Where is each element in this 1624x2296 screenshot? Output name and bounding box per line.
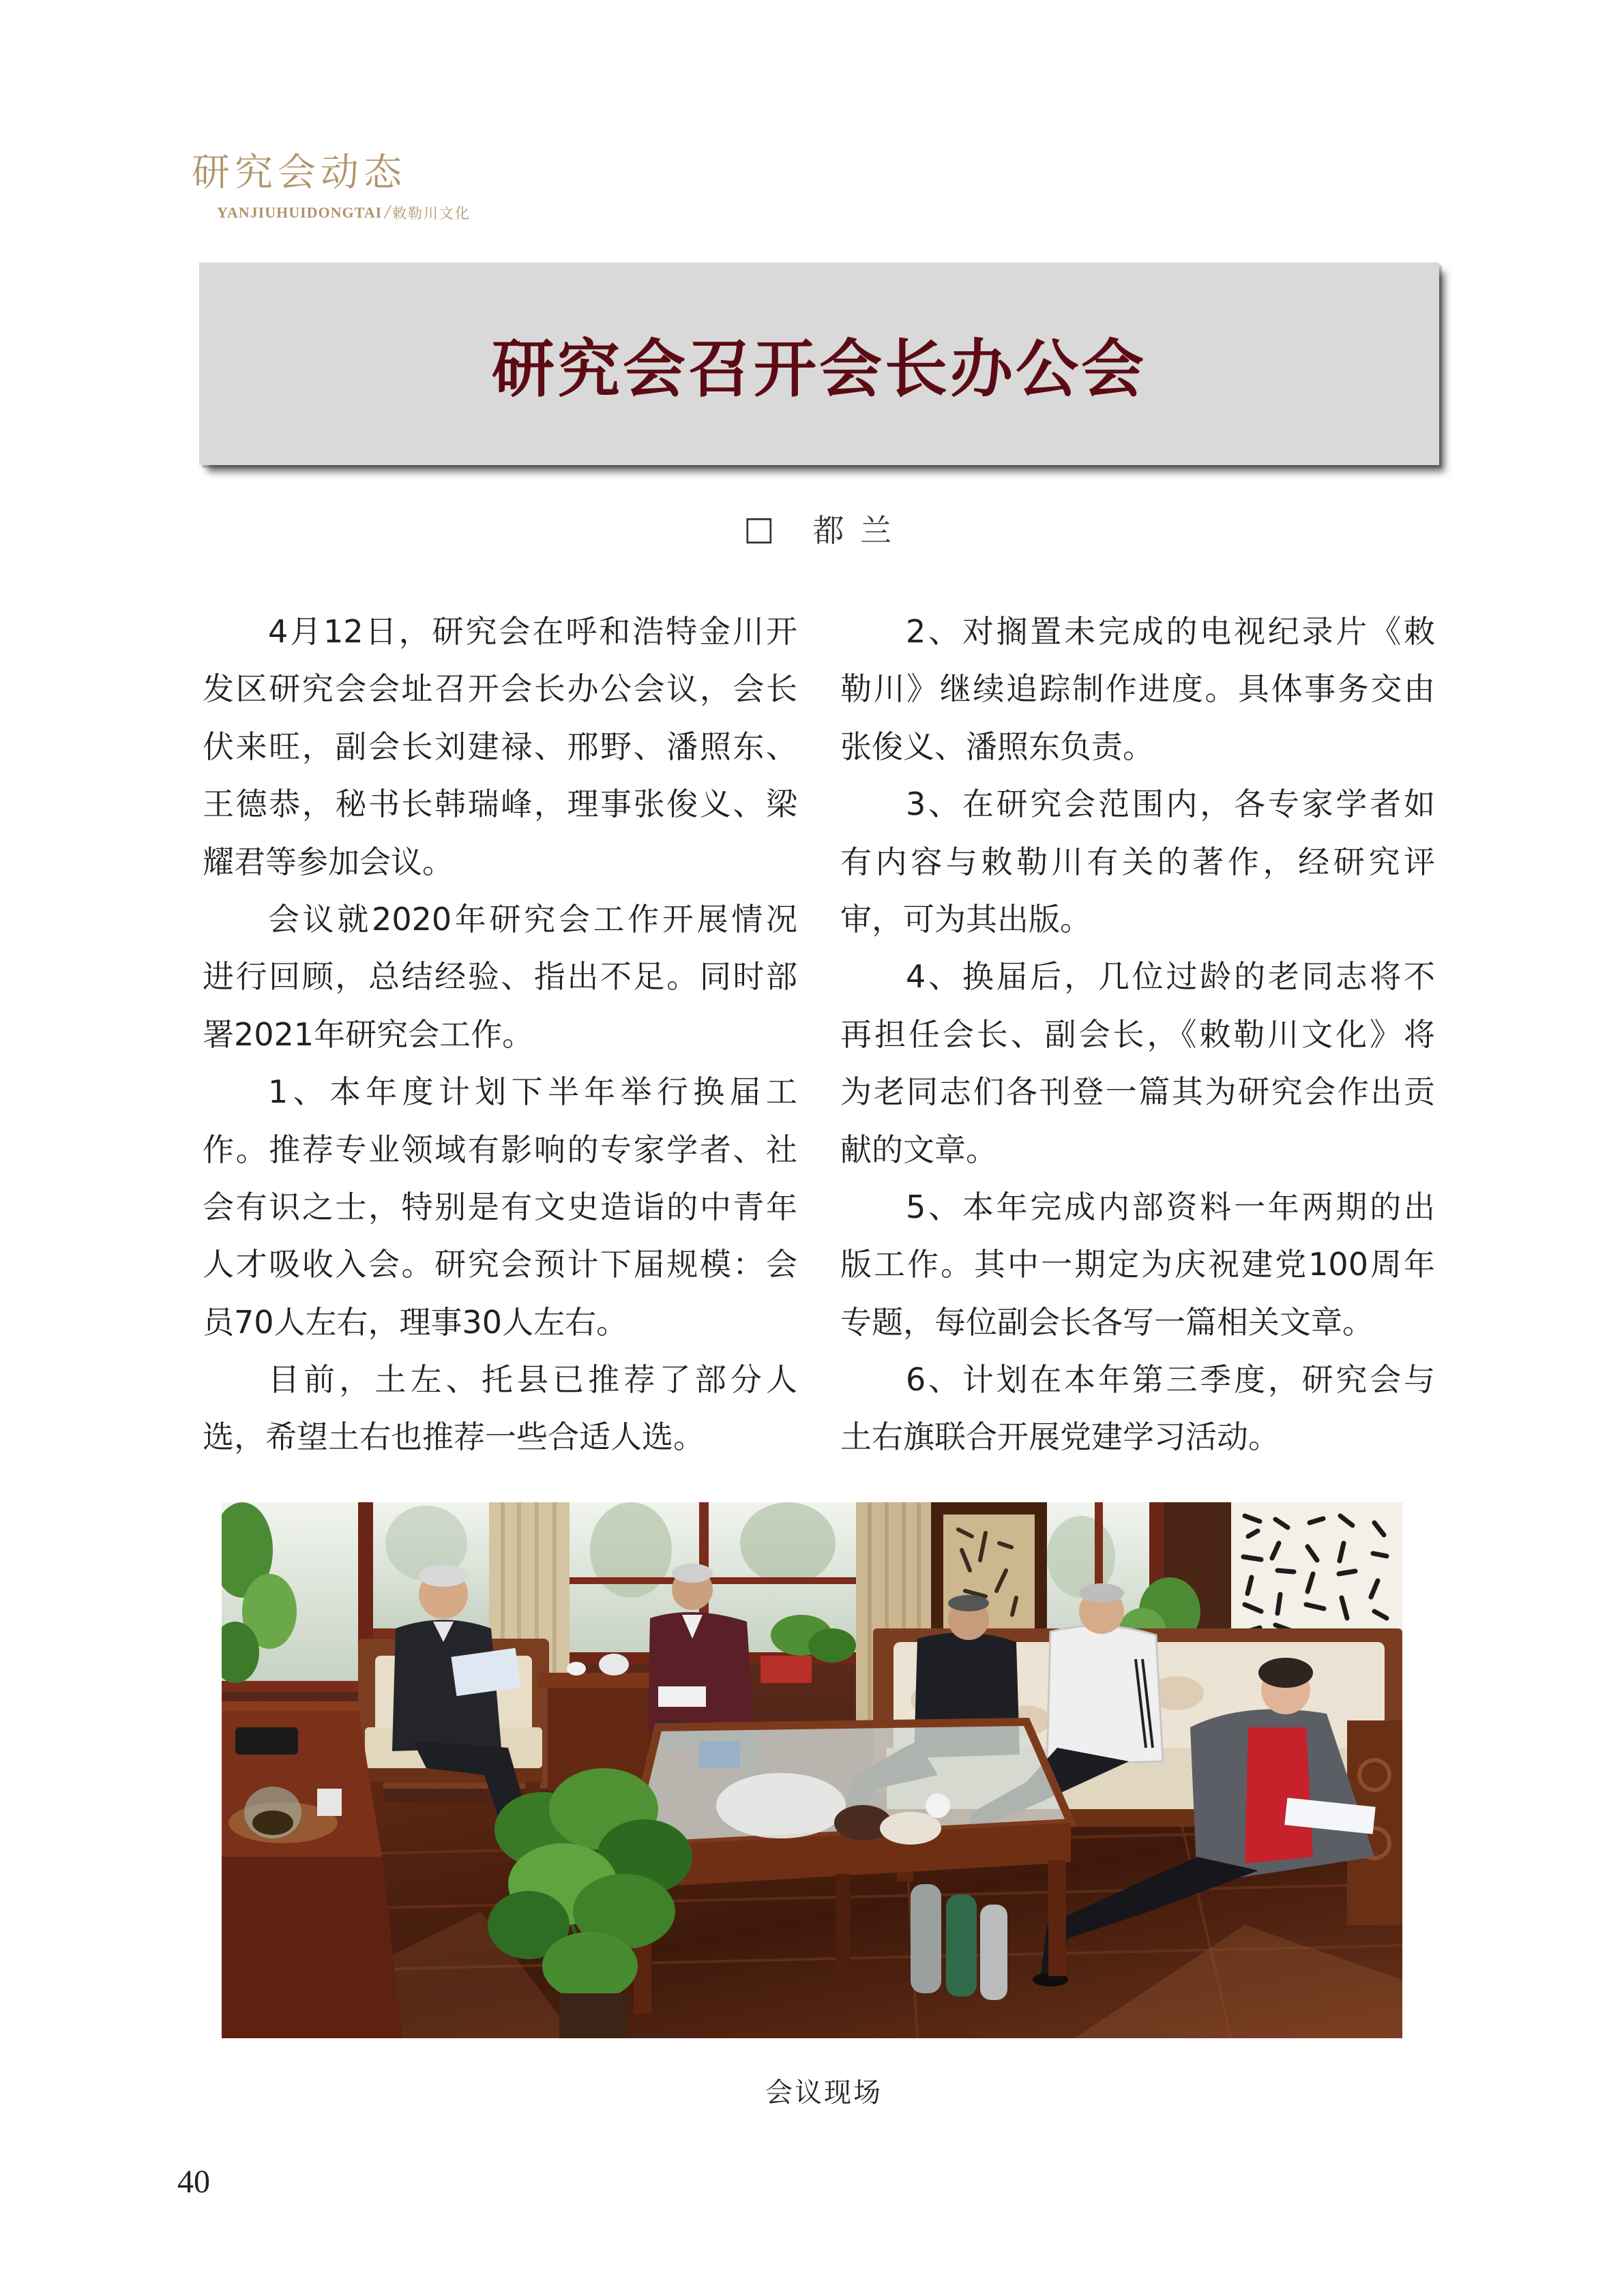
paragraph: [203, 1351, 797, 1466]
paragraph: [840, 1351, 1435, 1466]
text-column-left: [203, 603, 797, 1466]
text-line: 耀君等参加会议。: [203, 843, 454, 880]
text-line: 会有识之士，特别是有文史造诣的中青年: [203, 1188, 797, 1225]
text-line: 为老同志们各刊登一篇其为研究会作出贡: [840, 1073, 1435, 1111]
paragraph: [840, 603, 1435, 775]
text-line: 伏来旺，副会长刘建禄、邢野、潘照东、: [203, 728, 797, 765]
paragraph: [203, 603, 797, 891]
text-line: 4、换届后，几位过龄的老同志将不: [906, 958, 1435, 996]
text-line: 作。推荐专业领域有影响的专家学者、社: [203, 1131, 797, 1168]
text-line: 5、本年完成内部资料一年两期的出: [906, 1188, 1435, 1225]
text-line: 专题，每位副会长各写一篇相关文章。: [840, 1303, 1374, 1341]
magazine-name: 敕勒川文化: [392, 205, 471, 222]
text-line: 选，希望土右也推荐一些合适人选。: [203, 1418, 705, 1456]
text-line: 2、对搁置未完成的电视纪录片《敕: [906, 613, 1435, 650]
page-number: 40: [177, 2164, 210, 2200]
section-separator: /: [385, 202, 390, 223]
text-line: 有内容与敕勒川有关的著作，经研究评: [840, 843, 1435, 880]
article-title: 研究会召开会长办公会: [491, 332, 1147, 406]
paragraph: [840, 1178, 1435, 1351]
section-pinyin: YANJIUHUIDONGTAI: [217, 204, 383, 221]
text-line: 3、在研究会范围内，各专家学者如: [906, 786, 1435, 823]
text-line: 勒川》继续追踪制作进度。具体事务交由: [840, 670, 1435, 708]
text-line: 1、本年度计划下半年举行换届工: [268, 1073, 797, 1111]
text-line: 人才吸收入会。研究会预计下届规模：会: [203, 1246, 797, 1283]
text-line: 王德恭，秘书长韩瑞峰，理事张俊义、梁: [203, 786, 797, 823]
photo-caption: 会议现场: [765, 2077, 883, 2108]
text-line: 发区研究会会址召开会长办公会议，会长: [203, 670, 797, 708]
text-column-right: [840, 603, 1435, 1466]
text-line: 6、计划在本年第三季度，研究会与: [906, 1361, 1435, 1399]
title-banner: [199, 263, 1439, 465]
paragraph: [840, 775, 1435, 948]
author-marker: □: [743, 509, 775, 548]
section-subtitle: [217, 203, 471, 222]
text-line: 献的文章。: [840, 1131, 997, 1168]
paragraph: [840, 948, 1435, 1178]
author-name: 都 兰: [812, 512, 895, 549]
text-line: 张俊义、潘照东负责。: [840, 728, 1154, 765]
text-line: 进行回顾，总结经验、指出不足。同时部: [203, 958, 797, 996]
section-title: 研究会动态: [192, 151, 407, 195]
text-line: 土右旗联合开展党建学习活动。: [840, 1418, 1280, 1456]
text-line: 再担任会长、副会长，《敕勒川文化》将: [840, 1015, 1435, 1053]
text-line: 审，可为其出版。: [840, 900, 1091, 938]
meeting-photo: [222, 1502, 1402, 2038]
text-line: 4月12日，研究会在呼和浩特金川开: [268, 613, 797, 650]
author-line: [0, 508, 1624, 549]
paragraph: [203, 891, 797, 1063]
text-line: 会议就2020年研究会工作开展情况: [268, 900, 797, 938]
paragraph: [203, 1063, 797, 1351]
text-line: 目前，土左、托县已推荐了部分人: [268, 1361, 797, 1399]
text-line: 员70人左右，理事30人左右。: [203, 1303, 628, 1341]
text-line: 版工作。其中一期定为庆祝建党100周年: [840, 1246, 1435, 1283]
text-line: 署2021年研究会工作。: [203, 1015, 534, 1053]
